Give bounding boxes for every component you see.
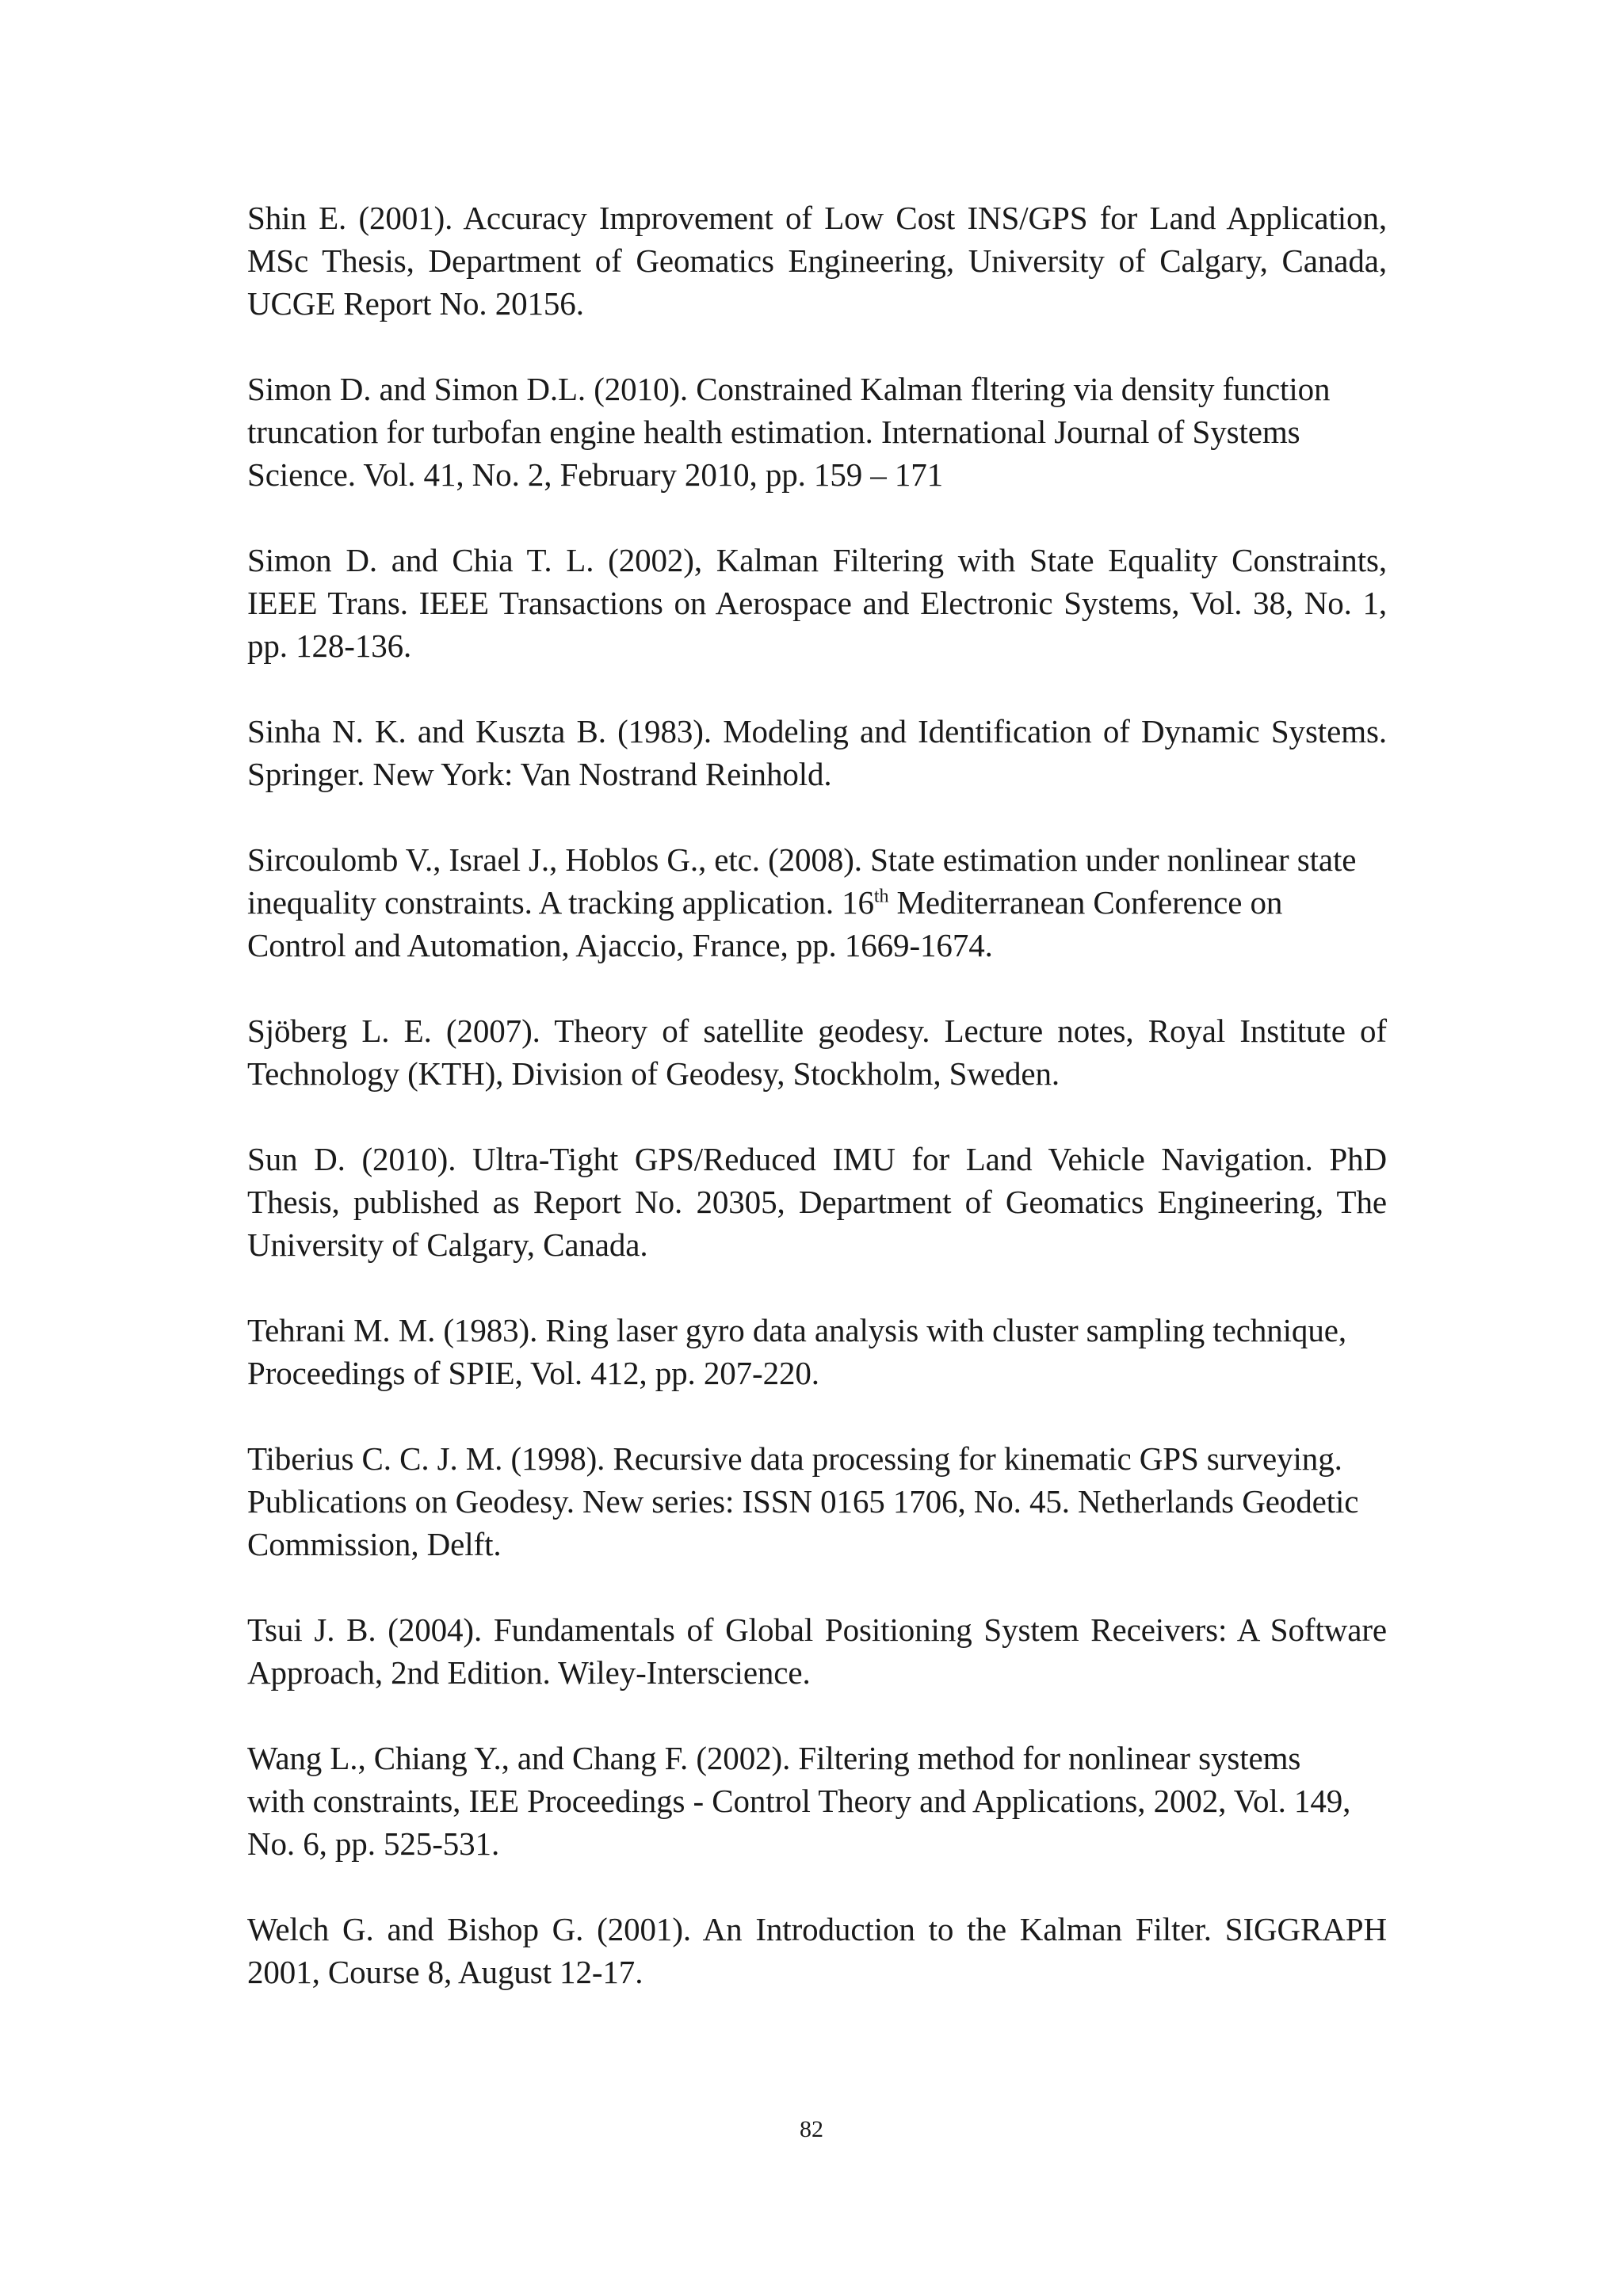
reference-text: inequality constraints. A tracking application. 16 [247, 884, 874, 921]
reference-entry-sinha [247, 710, 1387, 795]
reference-line: Tiberius C. C. J. M. (1998). Recursive data processing for kinematic GPS surveying. [247, 1440, 1342, 1477]
reference-text: Mediterranean Conference on [888, 884, 1283, 921]
reference-line: Sun D. (2010). Ultra-Tight GPS/Reduced IMU for Land Vehicle Navigation. PhD [247, 1141, 1387, 1177]
reference-line: Science. Vol. 41, No. 2, February 2010, pp. 159 – 171 [247, 456, 944, 493]
reference-line: MSc Thesis, Department of Geomatics Engineering, University of Calgary, Canada, [247, 242, 1387, 279]
reference-entry-sircoulomb [247, 838, 1387, 967]
reference-line: Thesis, published as Report No. 20305, Department of Geomatics Engineering, The [247, 1184, 1387, 1220]
reference-line: truncation for turbofan engine health estimation. International Journal of Systems [247, 414, 1300, 450]
reference-line: with constraints, IEE Proceedings - Control Theory and Applications, 2002, Vol. 149, [247, 1783, 1351, 1819]
reference-entry-simon-simon [247, 368, 1387, 496]
reference-line: Commission, Delft. [247, 1526, 502, 1562]
reference-entry-wang [247, 1737, 1387, 1865]
reference-line: Springer. New York: Van Nostrand Reinhold. [247, 756, 832, 792]
reference-line: Technology (KTH), Division of Geodesy, Stockholm, Sweden. [247, 1055, 1060, 1092]
reference-line: Sircoulomb V., Israel J., Hoblos G., etc. (2008). State estimation under nonlinear state [247, 841, 1357, 878]
reference-line: Wang L., Chiang Y., and Chang F. (2002). Filtering method for nonlinear systems [247, 1740, 1301, 1776]
reference-line-with-superscript [247, 881, 1387, 924]
reference-entry-tehrani [247, 1309, 1387, 1394]
reference-line: Tehrani M. M. (1983). Ring laser gyro data analysis with cluster sampling technique, [247, 1312, 1346, 1348]
reference-line: Control and Automation, Ajaccio, France, pp. 1669-1674. [247, 927, 993, 963]
reference-list [247, 196, 1387, 2036]
reference-line: IEEE Trans. IEEE Transactions on Aerospace and Electronic Systems, Vol. 38, No. 1, [247, 585, 1387, 621]
reference-entry-welch [247, 1908, 1387, 1993]
reference-line: Simon D. and Simon D.L. (2010). Constrained Kalman fltering via density function [247, 371, 1331, 407]
reference-entry-tiberius [247, 1437, 1387, 1566]
reference-line: Welch G. and Bishop G. (2001). An Introduction to the Kalman Filter. SIGGRAPH [247, 1911, 1387, 1947]
reference-line: University of Calgary, Canada. [247, 1226, 648, 1263]
reference-line: Tsui J. B. (2004). Fundamentals of Global Positioning System Receivers: A Software [247, 1611, 1387, 1648]
reference-line: pp. 128-136. [247, 627, 412, 664]
reference-line: Proceedings of SPIE, Vol. 412, pp. 207-220. [247, 1355, 819, 1391]
ordinal-superscript: th [873, 886, 889, 907]
reference-line: Sinha N. K. and Kuszta B. (1983). Modeling and Identification of Dynamic Systems. [247, 713, 1387, 749]
reference-line: Approach, 2nd Edition. Wiley-Interscience. [247, 1654, 811, 1691]
reference-line: 2001, Course 8, August 12-17. [247, 1954, 643, 1990]
reference-entry-sun [247, 1138, 1387, 1266]
reference-entry-tsui [247, 1608, 1387, 1694]
reference-line: Publications on Geodesy. New series: ISSN 0165 1706, No. 45. Netherlands Geodetic [247, 1483, 1359, 1520]
reference-line: UCGE Report No. 20156. [247, 285, 584, 322]
page-number: 82 [800, 2116, 823, 2142]
reference-entry-shin [247, 196, 1387, 325]
reference-line: No. 6, pp. 525-531. [247, 1825, 500, 1862]
reference-entry-sjoberg [247, 1009, 1387, 1095]
reference-entry-simon-chia [247, 539, 1387, 667]
reference-line: Shin E. (2001). Accuracy Improvement of Low Cost INS/GPS for Land Application, [247, 200, 1387, 236]
reference-line: Simon D. and Chia T. L. (2002), Kalman Filtering with State Equality Constraints, [247, 542, 1387, 578]
reference-line: Sjöberg L. E. (2007). Theory of satellite geodesy. Lecture notes, Royal Institute of [247, 1013, 1387, 1049]
